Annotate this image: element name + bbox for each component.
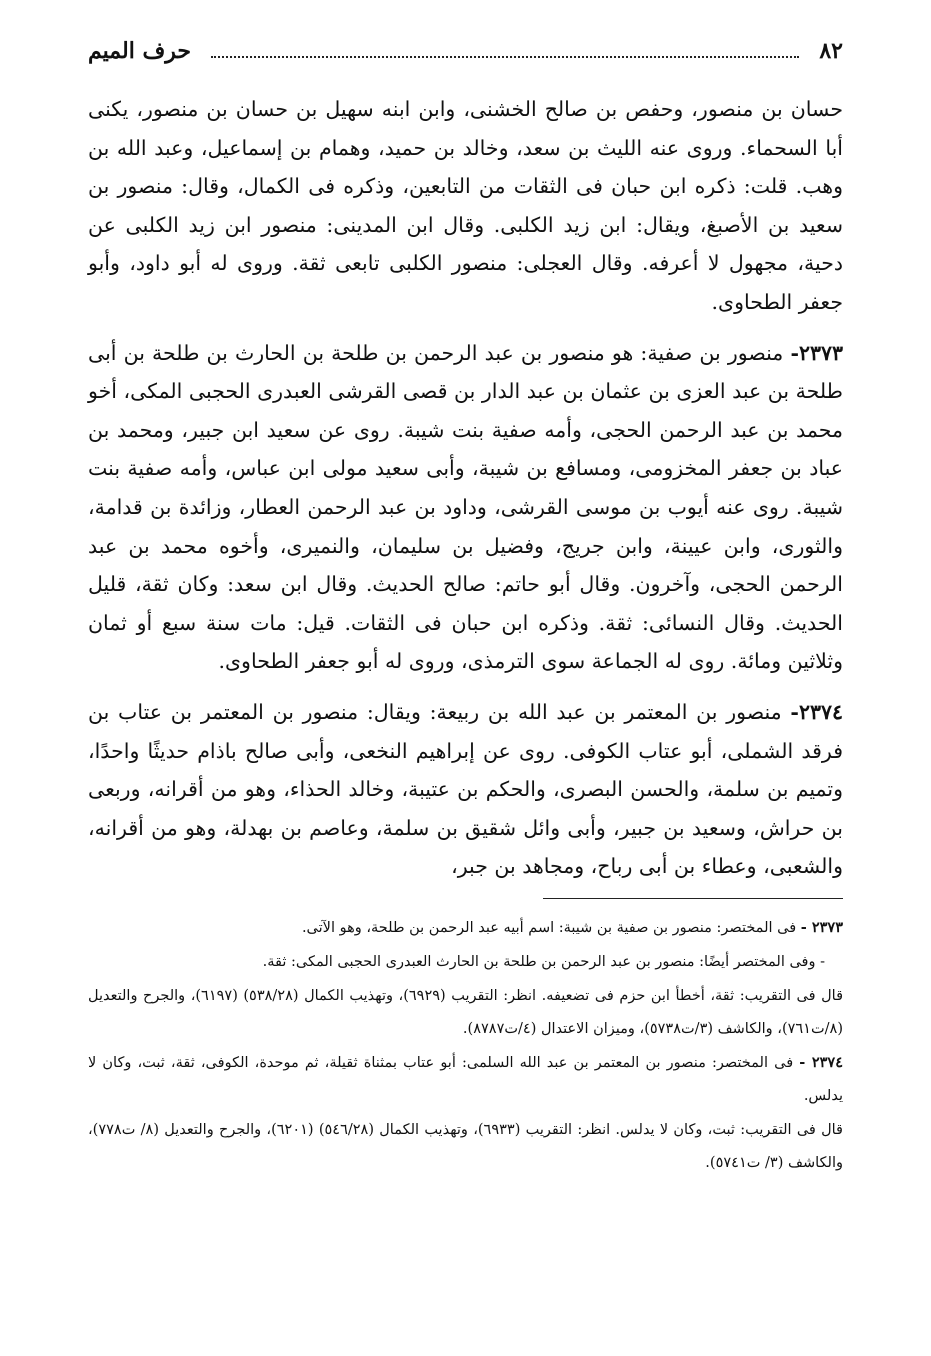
paragraph — [88, 693, 843, 886]
paragraph-text: منصور بن صفية: هو منصور بن عبد الرحمن بن طلحة بن الحارث بن طلحة بن أبى طلحة بن عبد العزى بن عثمان بن عبد الدار بن قصى القرشى العبدرى الحجبى المكى، أخو محمد بن عبد الرحمن الحجى، وأمه صفية بنت شيبة. روى عن سعيد ابن جبير، ومحمد بن عباد بن جعفر المخزومى، ومسافع بن شيبة، وأبى سعيد مولى ابن عباس، وأمه صفية بنت شيبة. روى عنه أيوب بن موسى القرشى، وداود بن عبد الرحمن العطار، وزائدة بن قدامة، والثورى، وابن عيينة، وابن جريج، وفضيل بن سليمان، والنميرى، وأخوه محمد بن عبد الرحمن الحجى، وآخرون. وقال أبو حاتم: صالح الحديث. وقال ابن سعد: وكان ثقة، قليل الحديث. وقال النسائى: ثقة. وذكره ابن حبان فى الثقات. قيل: مات سنة سبع أو ثمان وثلاثين ومائة. روى له الجماعة سوى الترمذى، وروى له أبو جعفر الطحاوى. — [88, 340, 843, 674]
footnote-text: قال فى التقريب: ثقة، أخطأ ابن حزم فى تضعيفه. انظر: التقريب (٦٩٢٩)، وتهذيب الكمال (٥٣٨/٢٨) (٦١٩٧)، والجرح والتعديل (٨/ت٧٦١)، والكاشف (٣/ت٥٧٣٨)، وميزان الاعتدال (٤/ت٨٧٨٧). — [88, 987, 843, 1037]
footnote — [88, 1113, 843, 1180]
footnote-text: - وفى المختصر أيضًا: منصور بن عبد الرحمن بن طلحة بن الحارث العبدرى الحجبى المكى: ثقة. — [262, 953, 825, 970]
running-header — [88, 38, 843, 84]
footnote-text: فى المختصر: منصور بن المعتمر بن عبد الله السلمى: أبو عتاب بمثناة ثقيلة، ثم موحدة، الكوفى، ثقة، ثبت، وكان لا يدلس. — [88, 1054, 843, 1104]
footnote-number: ٢٣٧٣ - — [800, 918, 843, 936]
chapter-title: حرف الميم — [88, 38, 192, 64]
footnotes — [88, 911, 843, 1180]
footnote-number: ٢٣٧٤ - — [799, 1053, 843, 1071]
paragraph — [88, 90, 843, 322]
paragraph-text: منصور بن المعتمر بن عبد الله بن ربيعة: ويقال: منصور بن المعتمر بن عتاب بن فرقد الشملى، أبو عتاب الكوفى. روى عن إبراهيم النخعى، وأبى صالح باذام حديثًا واحدًا، وتميم بن سلمة، والحسن البصرى، والحكم بن عتيبة، وخالد الحذاء، وهو من أقرانه، وربعى بن حراش، وسعيد بن جبير، وأبى وائل شقيق بن سلمة، وعاصم بن بهدلة، وهو من أقرانه، والشعبى، وعطاء بن أبى رباح، ومجاهد بن جبر، — [88, 699, 843, 879]
paragraph-text: حسان بن منصور، وحفص بن صالح الخشنى، وابن ابنه سهيل بن حسان بن منصور، يكنى أبا السحماء. وروى عنه الليث بن سعد، وخالد بن حميد، وهمام بن إسماعيل، وعبد الله بن وهب. قلت: ذكره ابن حبان فى الثقات من التابعين، وذكره فى الكمال، وقال: منصور بن سعيد بن الأصبغ، ويقال: ابن زيد الكلبى. وقال ابن المدينى: منصور ابن زيد الكلبى عن دحية، مجهول لا أعرفه. وقال العجلى: منصور الكلبى تابعى ثقة. وروى له أبو داود، وأبو جعفر الطحاوى. — [88, 97, 843, 314]
main-text — [88, 90, 843, 886]
entry-number: ٢٣٧٣- — [790, 340, 843, 365]
header-dotted-leader — [211, 42, 799, 58]
footnote-text: قال فى التقريب: ثبت، وكان لا يدلس. انظر: التقريب (٦٩٣٣)، وتهذيب الكمال (٥٤٦/٢٨) (٦٢٠١)، والجرح والتعديل (٨/ ت٧٧٨)، والكاشف (٣/ ت٥٧٤١). — [88, 1121, 843, 1171]
footnote-text: فى المختصر: منصور بن صفية بن شيبة: اسم أبيه عبد الرحمن بن طلحة، وهو الآتى. — [301, 919, 797, 936]
paragraph — [88, 334, 843, 681]
footnote — [88, 979, 843, 1046]
footnote-divider — [543, 898, 843, 899]
entry-number: ٢٣٧٤- — [790, 699, 843, 724]
footnote — [88, 945, 843, 979]
footnote — [88, 1046, 843, 1113]
footnote — [88, 911, 843, 945]
page-number: ٨٢ — [819, 38, 843, 64]
